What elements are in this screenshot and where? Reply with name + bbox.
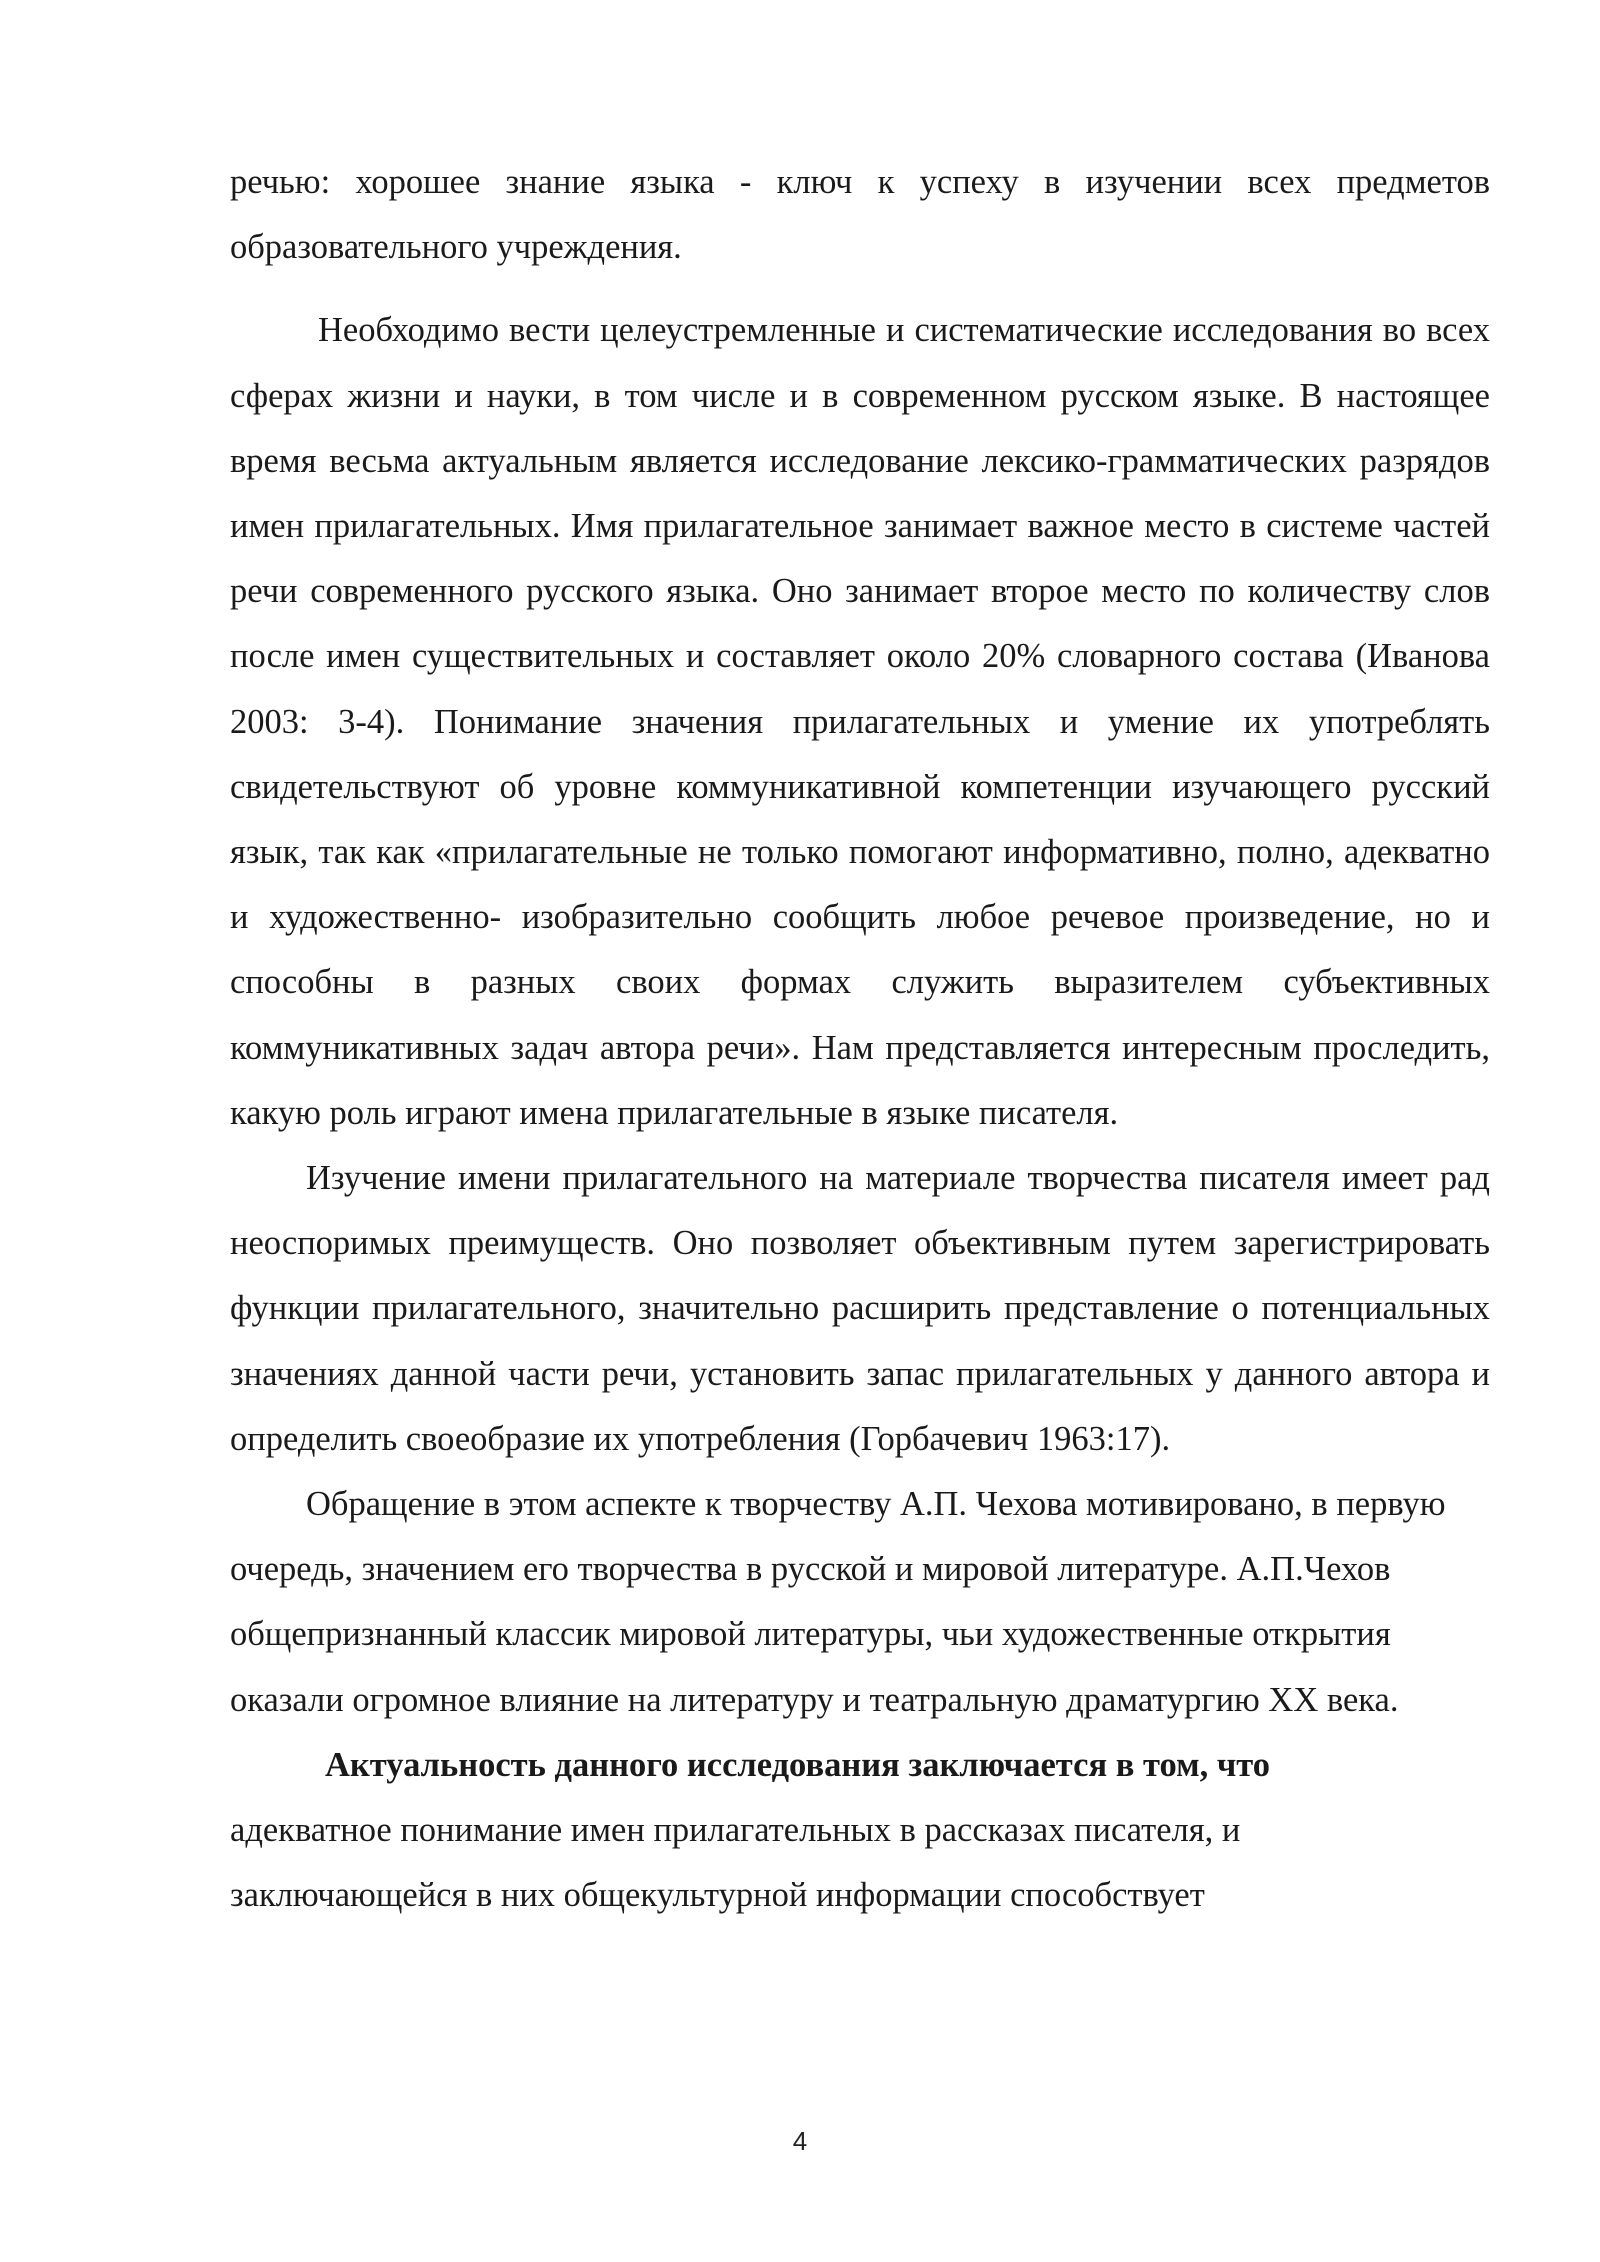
paragraph-chekhov: Обращение в этом аспекте к творчеству А.П. Чехова мотивировано, в первую очередь, значением его творчества в русской и мировой литературе. А.П.Чехов общепризнанный классик мировой литературы, чьи художественные открытия оказали огромное влияние на литературу и театральную драматургию XX века. — [230, 1485, 1446, 1719]
closing-line-1: адекватное понимание имен прилагательных в рассказах писателя, и — [230, 1811, 1241, 1850]
page-number: 4 — [792, 2126, 808, 2156]
paragraph-continuation: речью: хорошее знание языка - ключ к успеху в изучении всех предметов образовательного учреждения. — [230, 163, 1490, 267]
closing-line-2: заключающейся в них общекультурной информации способствует — [230, 1876, 1205, 1915]
document-page — [230, 150, 1490, 1928]
paragraph-research-need: Необходимо вести целеустремленные и систематические исследования во всех сферах жизни и науки, в том числе и в современном русском языке. В настоящее время весьма актуальным является исследование лексико-грамматических разрядов имен прилагательных. Имя прилагательное занимает важное место в системе частей речи современного русского языка. Оно занимает второе место по количеству слов после имен существительных и составляет около 20% словарного состава (Иванова 2003: 3-4). Понимание значения прилагательных и умение их употреблять свидетельствуют об уровне коммуникативной компетенции изучающего русский язык, так как «прилагательные не только помогают информативно, полно, адекватно и художественно- изобразительно сообщить любое речевое произведение, но и способны в разных своих формах служить выразителем субъективных коммуникативных задач автора речи». Нам представляется интересным проследить, какую роль играют имена прилагательные в языке писателя. — [230, 311, 1490, 1132]
paragraph-adjective-study: Изучение имени прилагательного на материале творчества писателя имеет рад неоспоримых преимуществ. Оно позволяет объективным путем зарегистрировать функции прилагательного, значительно расширить представление о потенциальных значениях данной части речи, установить запас прилагательных у данного автора и определить своеобразие их употребления (Горбачевич 1963:17). — [230, 1159, 1490, 1458]
relevance-heading: Актуальность данного исследования заключается в том, что — [325, 1745, 1271, 1784]
